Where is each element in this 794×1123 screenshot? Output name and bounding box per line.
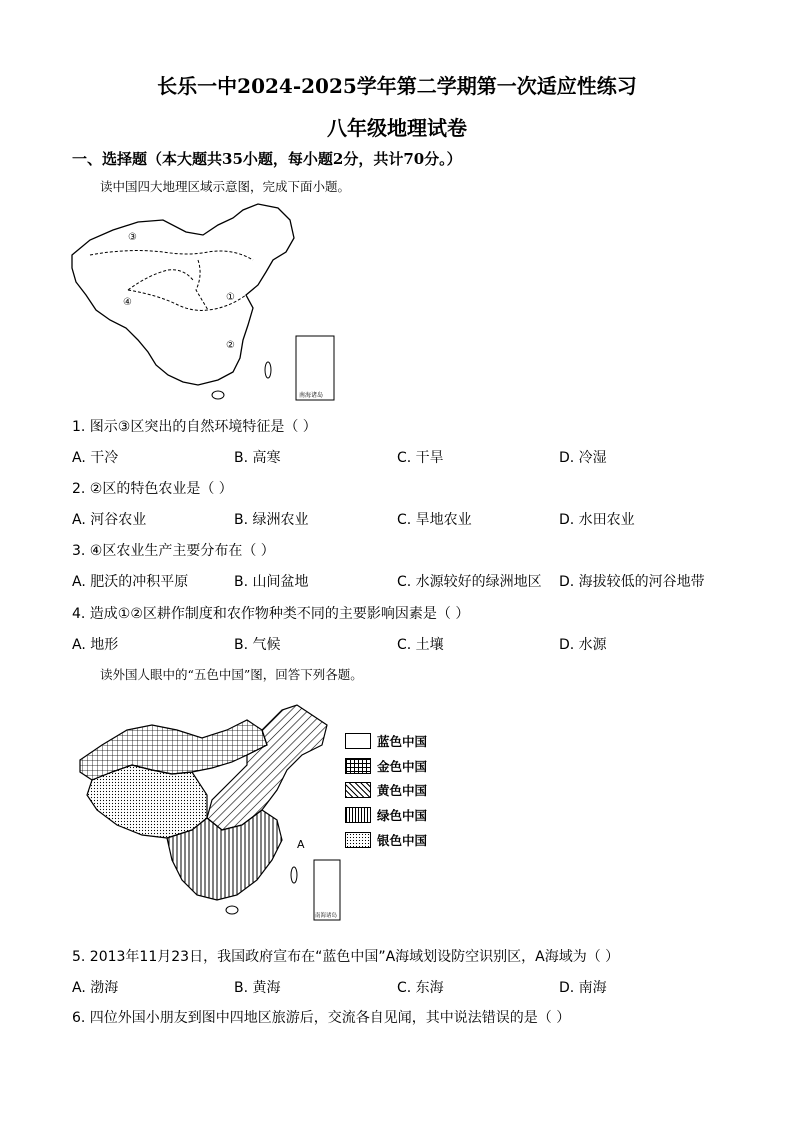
legend-swatch-silver [345,832,371,848]
q2-option-b[interactable]: B. 绿洲农业 [234,512,309,528]
taiwan-island-2 [291,867,297,883]
china-outline [72,204,294,385]
south-sea-inset-2 [314,860,340,920]
q3-option-a[interactable]: A. 肥沃的冲积平原 [72,574,189,590]
taiwan-island [265,362,271,378]
q1-option-a[interactable]: A. 干冷 [72,450,119,466]
region-yellow [207,705,327,830]
page-title: 长乐一中2024-2025学年第二学期第一次适应性练习 [157,74,637,98]
boundary-north [90,251,253,260]
question-6: 6. 四位外国小朋友到图中四地区旅游后，交流各自见闻，其中说法错误的是（ ） [72,1010,571,1026]
five-color-china-map [72,700,342,925]
inset-label-2: 南海诸岛 [315,913,338,919]
legend-label-green: 绿色中国 [377,808,428,823]
q2-option-a[interactable]: A. 河谷农业 [72,512,147,528]
boundary-east [196,260,208,310]
q5-option-b[interactable]: B. 黄海 [234,980,281,996]
q3-option-d[interactable]: D. 海拔较低的河谷地带 [559,574,705,590]
q5-option-a[interactable]: A. 渤海 [72,980,119,996]
hainan-island [212,391,224,399]
region-gold [80,720,267,780]
q2-option-c[interactable]: C. 旱地农业 [397,512,472,528]
hainan-island-2 [226,906,238,914]
china-regions-map [68,200,338,405]
legend-label-blue: 蓝色中国 [377,734,428,749]
region-label-3: ③ [128,232,137,243]
question-5: 5. 2013年11月23日，我国政府宣布在“蓝色中国”A海域划设防空识别区，A海域为（ ） [72,949,620,965]
legend-swatch-yellow [345,782,371,798]
south-sea-inset [296,336,334,400]
legend-swatch-green [345,807,371,823]
q5-option-c[interactable]: C. 东海 [397,980,444,996]
q4-option-a[interactable]: A. 地形 [72,637,119,653]
region-label-4: ④ [123,297,132,308]
boundary-west [128,270,193,290]
q1-option-c[interactable]: C. 干旱 [397,450,444,466]
legend-swatch-gold [345,758,371,774]
q1-option-d[interactable]: D. 冷湿 [559,450,607,466]
legend-item-blue [345,731,427,751]
question-2: 2. ②区的特色农业是（ ） [72,481,233,497]
question-3: 3. ④区农业生产主要分布在（ ） [72,543,275,559]
q1-option-b[interactable]: B. 高寒 [234,450,281,466]
inset-label: 南海诸岛 [299,392,324,399]
point-a-label: A [297,838,305,851]
legend-label-gold: 金色中国 [377,759,428,774]
q3-option-b[interactable]: B. 山间盆地 [234,574,309,590]
region-silver [87,765,207,838]
legend-label-yellow: 黄色中国 [377,783,428,798]
intro-text-1: 读中国四大地理区域示意图，完成下面小题。 [100,179,351,194]
q4-option-d[interactable]: D. 水源 [559,637,607,653]
q2-option-d[interactable]: D. 水田农业 [559,512,635,528]
legend-item-gold [345,756,427,776]
legend-item-silver [345,830,427,850]
page-subtitle: 八年级地理试卷 [327,116,467,140]
legend-label-silver: 银色中国 [377,833,428,848]
region-label-1: ① [226,292,235,303]
section-heading: 一、选择题（本大题共35小题，每小题2分，共计70分。） [72,150,462,168]
q5-option-d[interactable]: D. 南海 [559,980,607,996]
question-4: 4. 造成①②区耕作制度和农作物种类不同的主要影响因素是（ ） [72,606,470,622]
q4-option-b[interactable]: B. 气候 [234,637,281,653]
region-label-2: ② [226,340,235,351]
intro-text-2: 读外国人眼中的“五色中国”图，回答下列各题。 [100,667,363,682]
q3-option-c[interactable]: C. 水源较好的绿洲地区 [397,574,542,590]
q4-option-c[interactable]: C. 土壤 [397,637,444,653]
legend-item-yellow [345,780,427,800]
question-1: 1. 图示③区突出的自然环境特征是（ ） [72,419,317,435]
legend-item-green [345,805,427,825]
legend-swatch-blue [345,733,371,749]
